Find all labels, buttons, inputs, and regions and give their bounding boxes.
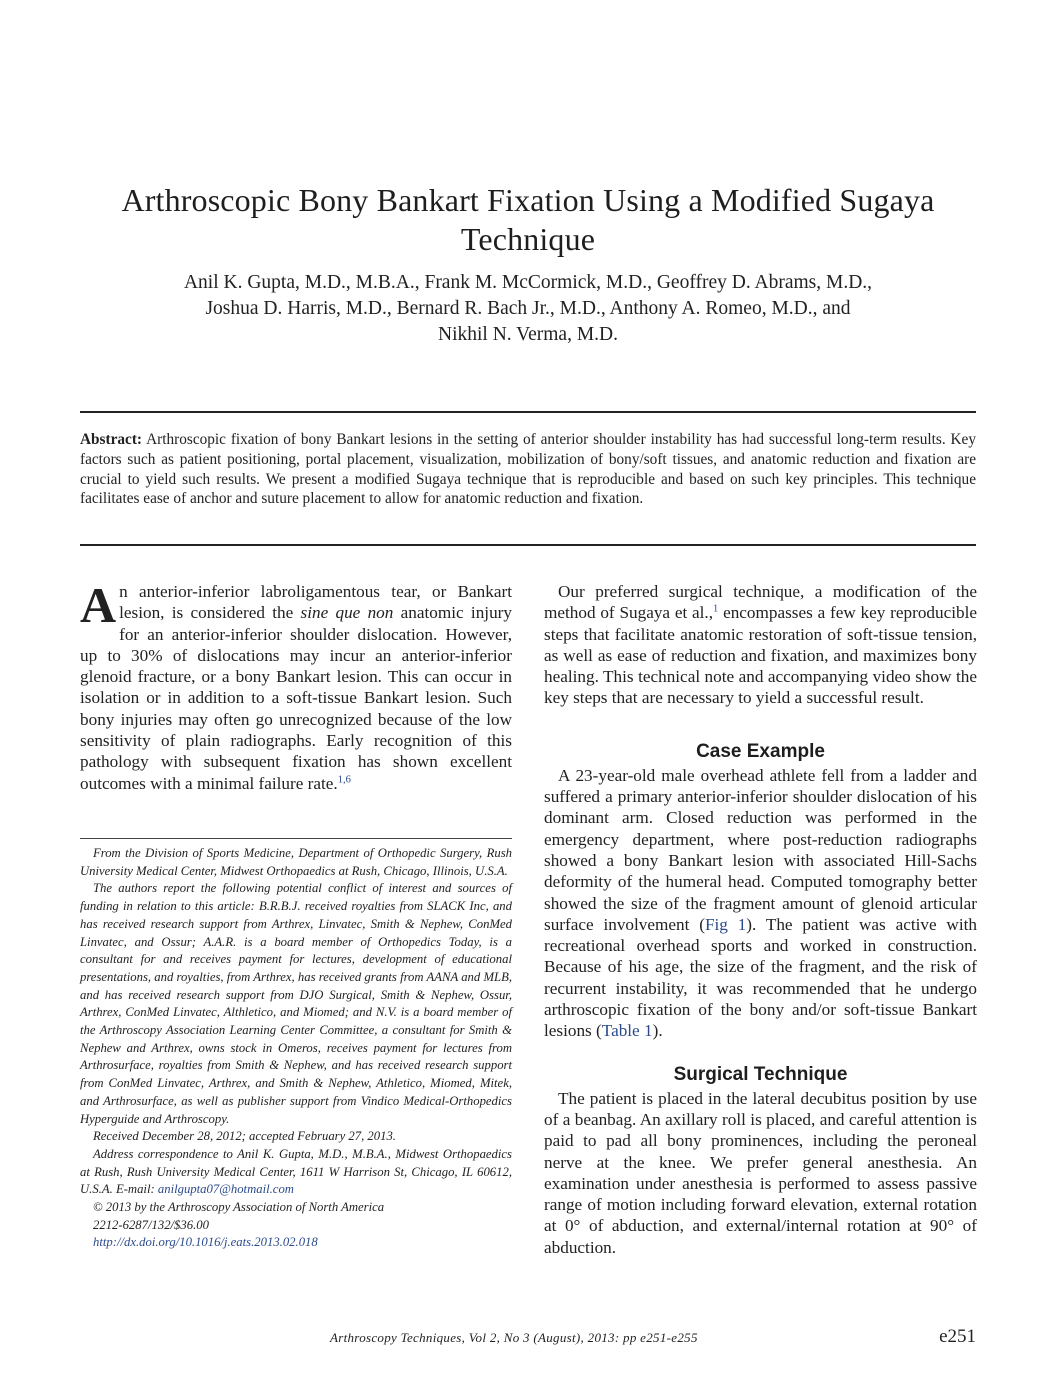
right-column	[544, 581, 977, 1258]
abstract-bottom-rule	[80, 544, 976, 546]
journal-citation: Arthroscopy Techniques, Vol 2, No 3 (August), 2013: pp e251-e255	[330, 1330, 698, 1345]
citation-ref[interactable]: 1,6	[337, 773, 351, 785]
surgical-technique-paragraph: The patient is placed in the lateral decubitus position by use of a beanbag. An axillary roll is placed, and careful attention is paid to pad all bony prominences, including the peroneal nerve at the knee. We prefer general anesthesia. An examination under anesthesia is performed to assess passive range of motion including forward elevation, external rotation at 0° of abduction, and external/internal rotation at 90° of abduction.	[544, 1088, 977, 1257]
footnote-issn: 2212-6287/132/$36.00	[93, 1217, 209, 1232]
footnote-rule	[80, 838, 512, 839]
footnote-copyright: © 2013 by the Arthroscopy Association of North America	[93, 1200, 385, 1215]
technique-intro-paragraph: Our preferred surgical technique, a modification of the method of Sugaya et al.,$^1$ encompasses a few key reproducible steps that facilitate anatomic restoration of soft-tissue tension, as well as ease of reduction and fixation, and maximizes bony healing. This technical note and accompanying video show the key steps that are necessary to yield a successful result.	[544, 582, 978, 708]
doi-link[interactable]: http://dx.doi.org/10.1016/j.eats.2013.02.018	[93, 1235, 318, 1250]
abstract-label: Abstract:	[80, 431, 143, 448]
table-link[interactable]: Table 1	[601, 1021, 653, 1041]
footnote-disclosure: The authors report the following potential conflict of interest and sources of funding in relation to this article: B.R.B.J. received royalties from SLACK Inc, and has received research support from Arthrex, Linvatec, Smith & Nephew, ConMed Linvatec, and Ossur; A.A.R. is a board member of Orthopedics Today, is a consultant for and receives payment for lectures, development of educational presentations, and royalties, from Arthrex, has received grants from AANA and MLB, and has received research support from DJO Surgical, Smith & Nephew, Ossur, Arthrex, ConMed Linvatec, Althletico, and Miomed; and N.V. is a board member of the Arthroscopy Association Learning Center Committee, a consultant for Smith & Nephew and Arthrex, owns stock in Omeros, receives payment for lectures from Arthrosurface, royalties from Smith & Nephew, and has received research support from ConMed Linvatec, Arthrex, and Smith & Nephew, Athletico, Miomed, Mitek, and Arthrosurface, as well as publisher support from Vindico Medical-Orthopedics Hyperguide and Arthroscopy.	[80, 881, 512, 1126]
author-line: Nikhil N. Verma, M.D.	[437, 324, 618, 345]
citation-ref[interactable]: 1	[713, 603, 719, 615]
surgical-technique-heading: Surgical Technique	[673, 1063, 848, 1085]
author-line: Joshua D. Harris, M.D., Bernard R. Bach Jr., M.D., Anthony A. Romeo, M.D., and	[205, 298, 851, 319]
case-example-paragraph: A 23-year-old male overhead athlete fell from a ladder and suffered a primary anterior-inferior shoulder dislocation of his dominant arm. Closed reduction was performed in the emergency department, where post-reduction radiographs showed a bony Bankart lesion with associated Hill-Sachs deformity of the humeral head. Computed tomography better showed the size of the fragment amount of glenoid articular surface involvement (Fig 1). The patient was active with recreational overhead sports and worked in construction. Because of his age, the size of the fragment, and the risk of recurrent instability, it was recommended that he undergo arthroscopic fixation of the bony and/or soft-tissue Bankart lesions (Table 1).	[544, 765, 977, 1041]
abstract-text: Arthroscopic fixation of bony Bankart lesions in the setting of anterior shoulder instability has had successful long-term results. Key factors such as patient positioning, portal placement, visualization, mobilization of bony/soft tissues, and anatomic reduction and fixation are crucial to yield such results. We present a modified Sugaya technique that is reproducible and based on such key principles. This technique facilitates ease of anchor and suture placement to allow for anatomic reduction and fixation.	[80, 431, 976, 508]
drop-cap: A	[80, 577, 117, 633]
intro-paragraph: An anterior-inferior labroligamentous tear, or Bankart lesion, is considered the sine que non anatomic injury for an anterior-inferior shoulder dislocation. However, up to 30% of dislocations may incur an anterior-inferior glenoid fracture, or a bony Bankart lesion. This can occur in isolation or in addition to a soft-tissue Bankart lesion. Such bony injuries may often go unrecognized because of the low sensitivity of plain radiographs. Early recognition of this pathology with subsequent fixation has shown excellent outcomes with a minimal failure rate.$^{1,6}$	[80, 577, 512, 793]
footnote-affiliation: From the Division of Sports Medicine, Department of Orthopedic Surgery, Rush University Medical Center, Midwest Orthopaedics at Rush, Chicago, Illinois, U.S.A.	[80, 846, 512, 878]
footnote-address: Address correspondence to Anil K. Gupta, M.D., M.B.A., Midwest Orthopaedics at Rush, Rush University Medical Center, 1611 W Harrison St, Chicago, IL 60612, U.S.A. E-mail: anilgupta07@hotmail.com	[80, 1146, 512, 1197]
abstract-top-rule	[80, 411, 976, 413]
left-column	[80, 577, 512, 794]
author-list	[80, 270, 976, 348]
abstract	[80, 430, 976, 509]
email-link[interactable]: anilgupta07@hotmail.com	[157, 1182, 294, 1197]
page-number: e251	[939, 1326, 976, 1347]
case-example-heading: Case Example	[696, 740, 825, 762]
article-title: Arthroscopic Bony Bankart Fixation Using a Modified Sugaya Technique	[121, 182, 935, 257]
footnotes	[80, 845, 512, 1252]
figure-link[interactable]: Fig 1	[704, 914, 747, 934]
footnote-received: Received December 28, 2012; accepted February 27, 2013.	[93, 1129, 396, 1144]
author-line: Anil K. Gupta, M.D., M.B.A., Frank M. McCormick, M.D., Geoffrey D. Abrams, M.D.,	[183, 272, 873, 293]
